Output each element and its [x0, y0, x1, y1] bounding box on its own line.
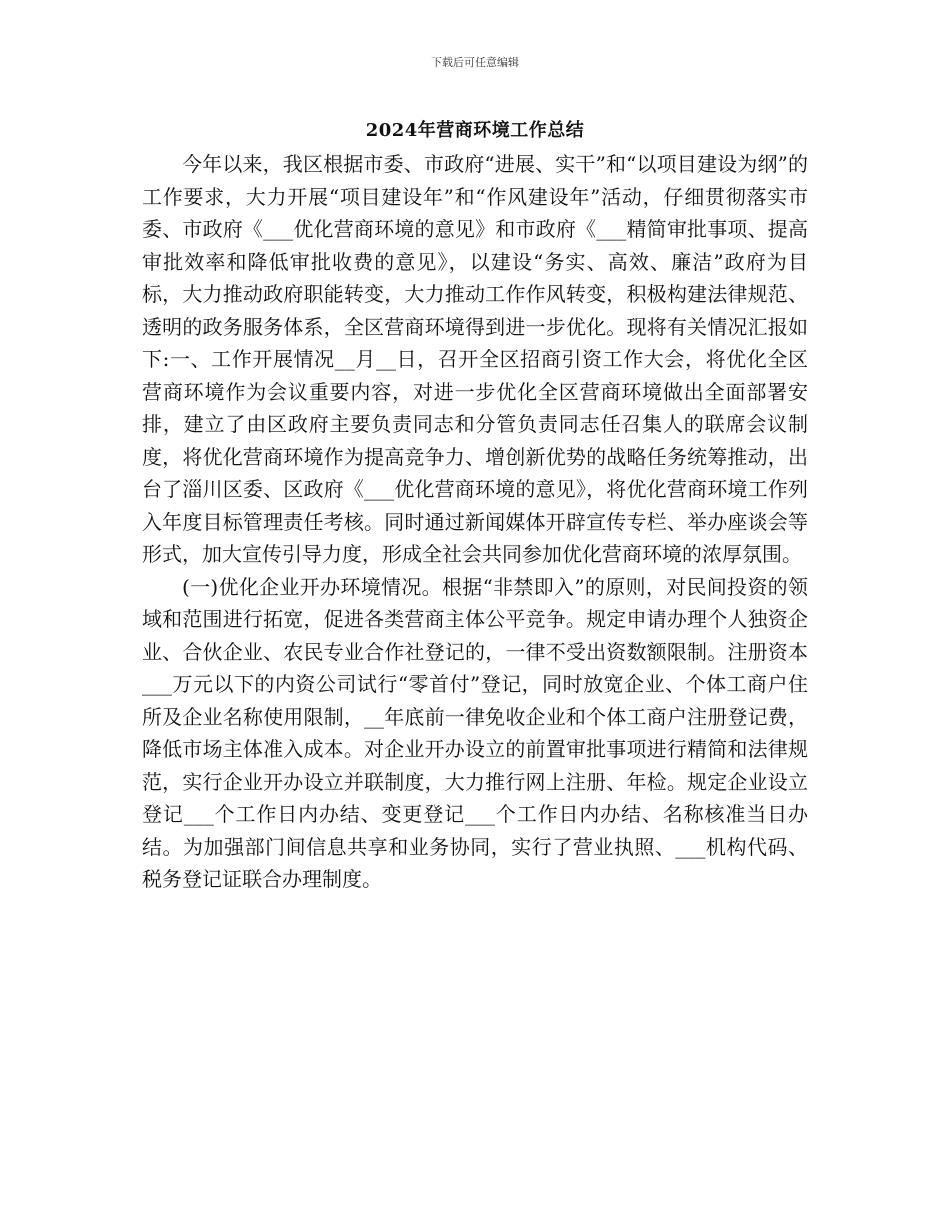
document-title: 2024年营商环境工作总结	[365, 120, 585, 141]
page-header-note: 下载后可任意编辑	[431, 56, 519, 69]
document-body	[142, 148, 808, 896]
paragraph-enterprise-setup: (一)优化企业开办环境情况。根据“非禁即入”的原则，对民间投资的领域和范围进行拓宽，促进各类营商主体公平竞争。规定申请办理个人独资企业、合伙企业、农民专业合作社登记的，一律不受出资数额限制。注册资本___万元以下的内资公司试行“零首付”登记，同时放宽企业、个体工商户住所及企业名称使用限制，__年底前一律免收企业和个体工商户注册登记费，降低市场主体准入成本。对企业开办设立的前置审批事项进行精简和法律规范，实行企业开办设立并联制度，大力推行网上注册、年检。规定企业设立登记___个工作日内办结、变更登记___个工作日内办结、名称核准当日办结。为加强部门间信息共享和业务协同，实行了营业执照、___机构代码、税务登记证联合办理制度。	[142, 574, 808, 891]
paragraph-intro: 今年以来，我区根据市委、市政府“进展、实干”和“以项目建设为纲”的工作要求，大力开展“项目建设年”和“作风建设年”活动，仔细贯彻落实市委、市政府《___优化营商环境的意见》和市政府《___精简审批事项、提高审批效率和降低审批收费的意见》，以建设“务实、高效、廉洁”政府为目标，大力推动政府职能转变，大力推动工作作风转变，积极构建法律规范、透明的政务服务体系，全区营商环境得到进一步优化。现将有关情况汇报如下:一、工作开展情况__月__日，召开全区招商引资工作大会，将优化全区营商环境作为会议重要内容，对进一步优化全区营商环境做出全面部署安排，建立了由区政府主要负责同志和分管负责同志任召集人的联席会议制度，将优化营商环境作为提高竞争力、增创新优势的战略任务统筹推动，出台了淄川区委、区政府《___优化营商环境的意见》，将优化营商环境工作列入年度目标管理责任考核。同时通过新闻媒体开辟宣传专栏、举办座谈会等形式，加大宣传引导力度，形成全社会共同参加优化营商环境的浓厚氛围。	[142, 152, 808, 566]
